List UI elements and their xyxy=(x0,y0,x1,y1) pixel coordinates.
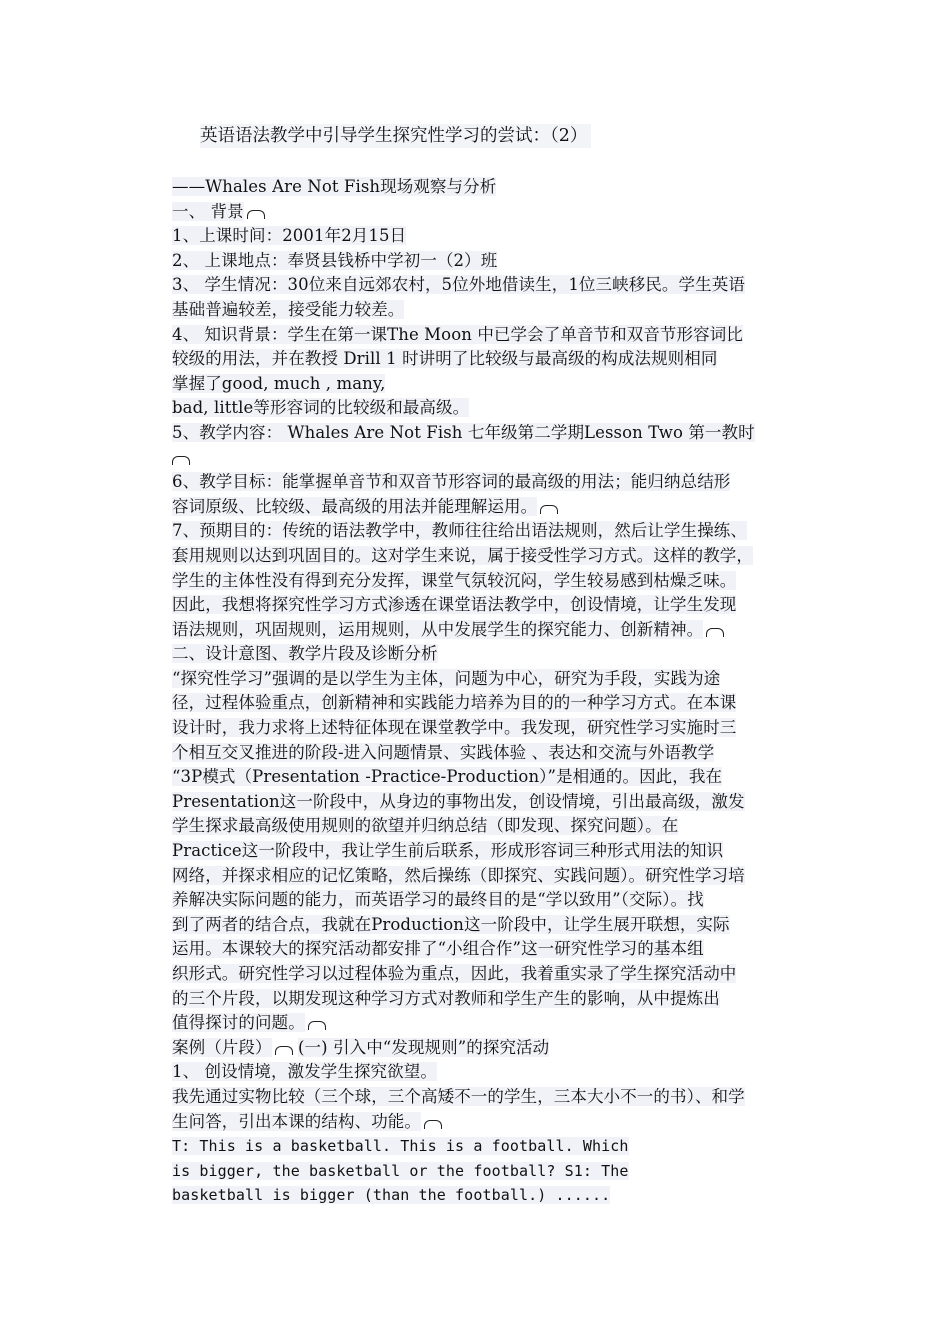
page-title: 英语语法教学中引导学生探究性学习的尝试：（2） xyxy=(200,124,591,148)
text-line: 3、 学生情况：30位来自远郊农村，5位外地借读生，1位三峡移民。学生英语 xyxy=(172,275,745,295)
paragraph-mark-icon xyxy=(424,1120,442,1129)
text-line: 容词原级、比较级、最高级的用法并能理解运用。 xyxy=(172,495,812,520)
text-line: 因此，我想将探究性学习方式渗透在课堂语法教学中，创设情境，让学生发现 xyxy=(172,595,737,615)
text-line: 5、教学内容： Whales Are Not Fish 七年级第二学期Lesson Two 第一教时 xyxy=(172,422,755,442)
text-line: 织形式。研究性学习以过程体验为重点，因此，我着重实录了学生探究活动中 xyxy=(172,964,737,983)
paragraph-mark-icon xyxy=(172,456,190,465)
section-heading: 二、设计意图、教学片段及诊断分析 xyxy=(172,644,438,664)
case-heading: 案例（片段） (一) 引入中“发现规则”的探究活动 xyxy=(172,1037,550,1057)
text-line: bad, little等形容词的比较级和最高级。 xyxy=(172,398,470,418)
text-line: 较级的用法，并在教授 Drill 1 时讲明了比较级与最高级的构成法规则相同 xyxy=(172,349,718,369)
text-line xyxy=(172,446,812,471)
text-line: 生问答，引出本课的结构、功能。 xyxy=(172,1110,812,1135)
text-line: 4、 知识背景：学生在第一课The Moon 中已学会了单音节和双音节形容词比 xyxy=(172,324,743,344)
text-line: 值得探讨的问题。 xyxy=(172,1011,812,1036)
text-line: 网络，并探求相应的记忆策略，然后操练（即探究、实践问题）。研究性学习培 xyxy=(172,865,745,885)
text-line: 1、上课时间：2001年2月15日 xyxy=(172,226,407,246)
text-line: 运用。本课较大的探究活动都安排了“小组合作”这一研究性学习的基本组 xyxy=(172,939,704,959)
text-line: 6、教学目标：能掌握单音节和双音节形容词的最高级的用法；能归纳总结形 xyxy=(172,472,731,492)
paragraph-mark-icon xyxy=(308,1021,326,1030)
text-line: 径，过程体验重点，创新精神和实践能力培养为目的的一种学习方式。在本课 xyxy=(172,693,737,713)
paragraph-mark-icon xyxy=(275,1046,293,1055)
text-line: 学生的主体性没有得到充分发挥，课堂气氛较沉闷，学生较易感到枯燥乏味。 xyxy=(172,570,737,590)
text-line: 到了两者的结合点，我就在Production这一阶段中，让学生展开联想，实际 xyxy=(172,914,730,934)
dialogue-line: T: This is a basketball. This is a football. Which xyxy=(172,1137,629,1156)
text-line: “3P模式（Presentation -Practice-Production）”是相通的。因此，我在 xyxy=(172,767,723,787)
text-line: 我先通过实物比较（三个球，三个高矮不一的学生，三本大小不一的书）、和学 xyxy=(172,1086,745,1106)
text-line: “探究性学习”强调的是以学生为主体，问题为中心，研究为手段，实践为途 xyxy=(172,668,721,688)
dialogue-line: basketball is bigger (than the football.) ...... xyxy=(172,1186,611,1205)
text-line: 1、 创设情境，激发学生探究欲望。 xyxy=(172,1062,437,1082)
text-line: 设计时，我力求将上述特征体现在课堂教学中。我发现，研究性学习实施时三 xyxy=(172,718,737,738)
text-line: 语法规则，巩固规则，运用规则，从中发展学生的探究能力、创新精神。 xyxy=(172,618,812,643)
subtitle-line: ——Whales Are Not Fish现场观察与分析 xyxy=(172,177,497,196)
paragraph-mark-icon xyxy=(706,628,724,637)
section-heading-background: 一、 背景 xyxy=(172,200,812,225)
text-line: 掌握了good, much , many, xyxy=(172,373,386,393)
dialogue-line: is bigger, the basketball or the football? S1: The xyxy=(172,1161,629,1180)
text-line: 学生探求最高级使用规则的欲望并归纳总结（即发现、探究问题）。在 xyxy=(172,816,679,836)
text-line: Presentation这一阶段中，从身边的事物出发，创设情境，引出最高级，激发 xyxy=(172,791,745,811)
text-line: 7、预期目的：传统的语法教学中，教师往往给出语法规则，然后让学生操练、 xyxy=(172,521,747,541)
text-line: 基础普遍较差，接受能力较差。 xyxy=(172,299,405,319)
paragraph-mark-icon xyxy=(247,210,265,219)
paragraph-mark-icon xyxy=(540,505,558,514)
text-line: 个相互交叉推进的阶段-进入问题情景、实践体验 、表达和交流与外语教学 xyxy=(172,742,715,762)
document-body xyxy=(172,175,812,1208)
text-line: 套用规则以达到巩固目的。这对学生来说，属于接受性学习方式。这样的教学， xyxy=(172,545,753,565)
text-line: 2、 上课地点：奉贤县钱桥中学初一（2）班 xyxy=(172,250,498,270)
text-line: 的三个片段，以期发现这种学习方式对教师和学生产生的影响，从中提炼出 xyxy=(172,988,720,1008)
text-line: Practice这一阶段中，我让学生前后联系，形成形容词三种形式用法的知识 xyxy=(172,841,724,861)
text-line: 养解决实际问题的能力，而英语学习的最终目的是“学以致用”（交际）。找 xyxy=(172,890,704,910)
